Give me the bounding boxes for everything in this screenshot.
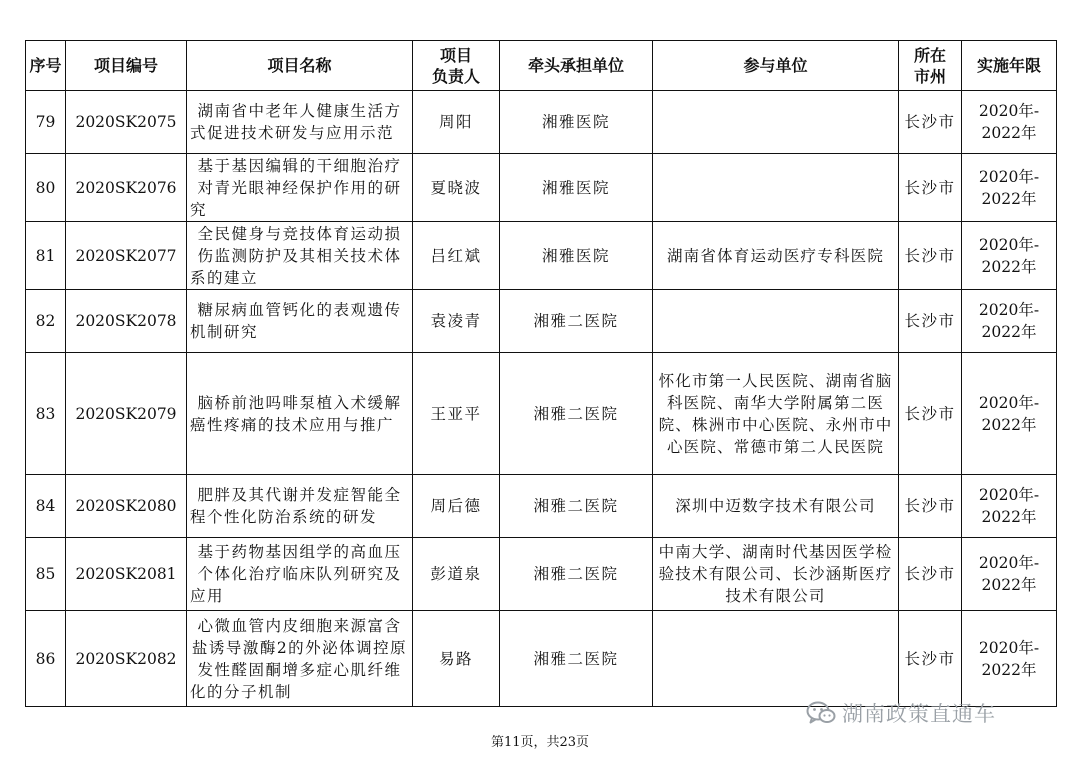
cell-lead-unit: 湘雅医院 [500, 222, 653, 290]
cell-name: 脑桥前池吗啡泵植入术缓解癌性疼痛的技术应用与推广 [187, 353, 413, 475]
table-row [26, 290, 1057, 353]
header-lead-unit: 牵头承担单位 [500, 41, 653, 91]
header-leader: 项目 负责人 [413, 41, 500, 91]
cell-seq: 83 [26, 353, 66, 475]
cell-name: 心微血管内皮细胞来源富含盐诱导激酶2的外泌体调控原发性醛固酮增多症心肌纤维化的分子机制 [187, 611, 413, 707]
cell-name: 糖尿病血管钙化的表观遗传机制研究 [187, 290, 413, 353]
cell-lead-unit: 湘雅医院 [500, 91, 653, 154]
cell-leader: 吕红斌 [413, 222, 500, 290]
cell-seq: 79 [26, 91, 66, 154]
cell-period: 2020年- 2022年 [962, 475, 1057, 538]
cell-lead-unit: 湘雅二医院 [500, 353, 653, 475]
cell-city: 长沙市 [899, 538, 962, 611]
cell-lead-unit: 湘雅医院 [500, 154, 653, 222]
table-row [26, 475, 1057, 538]
cell-participants [653, 611, 899, 707]
table-row [26, 91, 1057, 154]
header-name: 项目名称 [187, 41, 413, 91]
cell-participants: 深圳中迈数字技术有限公司 [653, 475, 899, 538]
cell-name: 肥胖及其代谢并发症智能全程个性化防治系统的研发 [187, 475, 413, 538]
cell-code: 2020SK2079 [66, 353, 187, 475]
header-seq: 序号 [26, 41, 66, 91]
cell-period: 2020年- 2022年 [962, 353, 1057, 475]
cell-lead-unit: 湘雅二医院 [500, 290, 653, 353]
cell-city: 长沙市 [899, 475, 962, 538]
cell-participants: 湖南省体育运动医疗专科医院 [653, 222, 899, 290]
cell-city: 长沙市 [899, 353, 962, 475]
cell-participants [653, 154, 899, 222]
cell-period: 2020年- 2022年 [962, 538, 1057, 611]
cell-leader: 易路 [413, 611, 500, 707]
cell-city: 长沙市 [899, 611, 962, 707]
cell-lead-unit: 湘雅二医院 [500, 475, 653, 538]
cell-city: 长沙市 [899, 154, 962, 222]
cell-period: 2020年- 2022年 [962, 154, 1057, 222]
cell-seq: 86 [26, 611, 66, 707]
cell-city: 长沙市 [899, 91, 962, 154]
cell-seq: 80 [26, 154, 66, 222]
wechat-icon [806, 700, 836, 726]
table-row [26, 538, 1057, 611]
table-row [26, 222, 1057, 290]
cell-name: 基于药物基因组学的高血压个体化治疗临床队列研究及应用 [187, 538, 413, 611]
cell-city: 长沙市 [899, 222, 962, 290]
watermark-text: 湖南政策直通车 [842, 702, 996, 726]
header-city: 所在 市州 [899, 41, 962, 91]
cell-lead-unit: 湘雅二医院 [500, 611, 653, 707]
cell-participants: 怀化市第一人民医院、湖南省脑科医院、南华大学附属第二医院、株洲市中心医院、永州市中心医院、常德市第二人民医院 [653, 353, 899, 475]
table-row [26, 353, 1057, 475]
cell-name: 全民健身与竞技体育运动损伤监测防护及其相关技术体系的建立 [187, 222, 413, 290]
cell-code: 2020SK2080 [66, 475, 187, 538]
cell-seq: 81 [26, 222, 66, 290]
cell-leader: 彭道泉 [413, 538, 500, 611]
cell-participants: 中南大学、湖南时代基因医学检验技术有限公司、长沙涵斯医疗技术有限公司 [653, 538, 899, 611]
cell-name: 基于基因编辑的干细胞治疗对青光眼神经保护作用的研究 [187, 154, 413, 222]
cell-participants [653, 91, 899, 154]
cell-leader: 周后德 [413, 475, 500, 538]
table-header-row [26, 41, 1057, 91]
watermark [806, 698, 996, 728]
cell-code: 2020SK2076 [66, 154, 187, 222]
project-table [25, 40, 1057, 707]
cell-code: 2020SK2081 [66, 538, 187, 611]
cell-code: 2020SK2075 [66, 91, 187, 154]
cell-leader: 王亚平 [413, 353, 500, 475]
cell-lead-unit: 湘雅二医院 [500, 538, 653, 611]
cell-code: 2020SK2082 [66, 611, 187, 707]
header-code: 项目编号 [66, 41, 187, 91]
header-period: 实施年限 [962, 41, 1057, 91]
cell-leader: 袁凌青 [413, 290, 500, 353]
cell-code: 2020SK2077 [66, 222, 187, 290]
table-row [26, 154, 1057, 222]
cell-period: 2020年- 2022年 [962, 611, 1057, 707]
header-participants: 参与单位 [653, 41, 899, 91]
page-number: 第11页，共23页 [490, 735, 590, 750]
cell-code: 2020SK2078 [66, 290, 187, 353]
cell-seq: 84 [26, 475, 66, 538]
cell-period: 2020年- 2022年 [962, 222, 1057, 290]
cell-city: 长沙市 [899, 290, 962, 353]
cell-name: 湖南省中老年人健康生活方式促进技术研发与应用示范 [187, 91, 413, 154]
cell-participants [653, 290, 899, 353]
cell-period: 2020年- 2022年 [962, 290, 1057, 353]
cell-seq: 82 [26, 290, 66, 353]
cell-leader: 夏晓波 [413, 154, 500, 222]
cell-seq: 85 [26, 538, 66, 611]
table-row [26, 611, 1057, 707]
cell-leader: 周阳 [413, 91, 500, 154]
cell-period: 2020年- 2022年 [962, 91, 1057, 154]
